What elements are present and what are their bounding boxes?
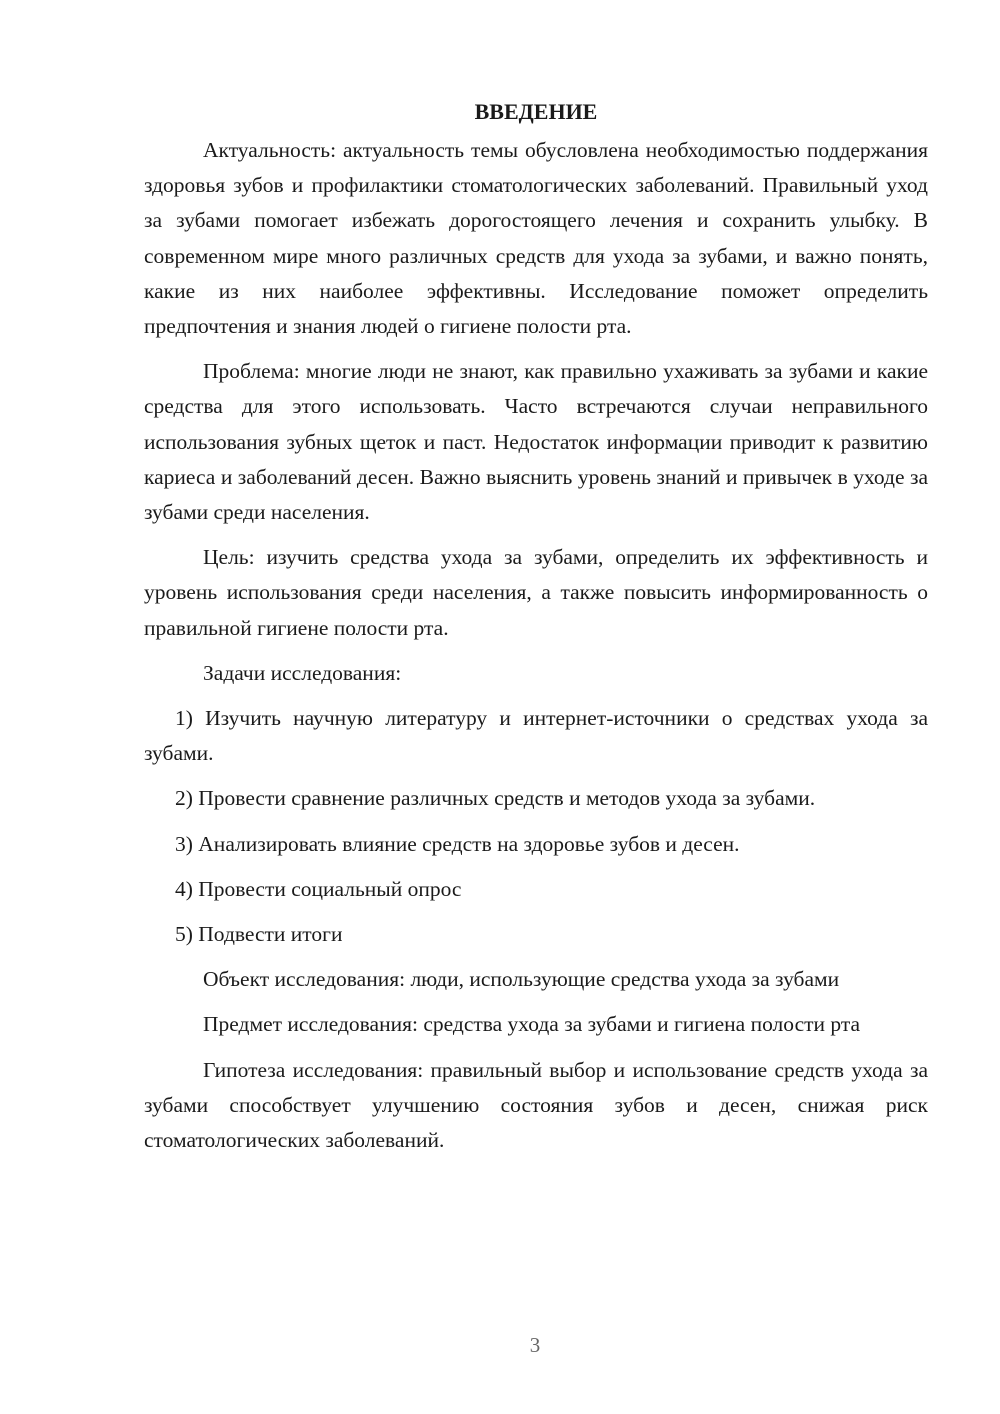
task-item-5: 5) Подвести итоги — [175, 922, 343, 947]
relevance-paragraph: Актуальность: актуальность темы обусловлена необходимостью поддержания здоровья зубов и профилактики стоматологических заболеваний. Правильный уход за зубами помогает избежать дорогостоящего лечения и сохранить улыбку. В современном мире много различных средств для ухода за зубами, и важно понять, какие из них наиболее эффективны. Исследование поможет определить предпочтения и знания людей о гигиене полости рта. — [144, 138, 928, 339]
goal-paragraph: Цель: изучить средства ухода за зубами, определить их эффективность и уровень использования среди населения, а также повысить информированность о правильной гигиене полости рта. — [144, 545, 928, 640]
problem-paragraph: Проблема: многие люди не знают, как правильно ухаживать за зубами и какие средства для этого использовать. Часто встречаются случаи неправильного использования зубных щеток и паст. Недостаток информации приводит к развитию кариеса и заболеваний десен. Важно выяснить уровень знаний и привычек в уходе за зубами среди населения. — [144, 359, 928, 525]
page-body — [144, 94, 928, 1158]
object-paragraph: Объект исследования: люди, использующие средства ухода за зубами — [203, 967, 840, 992]
task-item-3: 3) Анализировать влияние средств на здоровье зубов и десен. — [175, 831, 740, 856]
tasks-heading: Задачи исследования: — [203, 660, 402, 685]
page-number: 3 — [529, 1333, 541, 1357]
task-item-1: 1) Изучить научную литературу и интернет-источники о средствах ухода за зубами. — [144, 706, 928, 766]
hypothesis-paragraph: Гипотеза исследования: правильный выбор и использование средств ухода за зубами способствует улучшению состояния зубов и десен, снижая риск стоматологических заболеваний. — [144, 1057, 928, 1153]
subject-paragraph: Предмет исследования: средства ухода за зубами и гигиена полости рта — [203, 1012, 861, 1037]
task-item-4: 4) Провести социальный опрос — [175, 876, 462, 901]
task-item-2: 2) Провести сравнение различных средств и методов ухода за зубами. — [175, 786, 816, 811]
page-title: ВВЕДЕНИЕ — [474, 99, 598, 124]
